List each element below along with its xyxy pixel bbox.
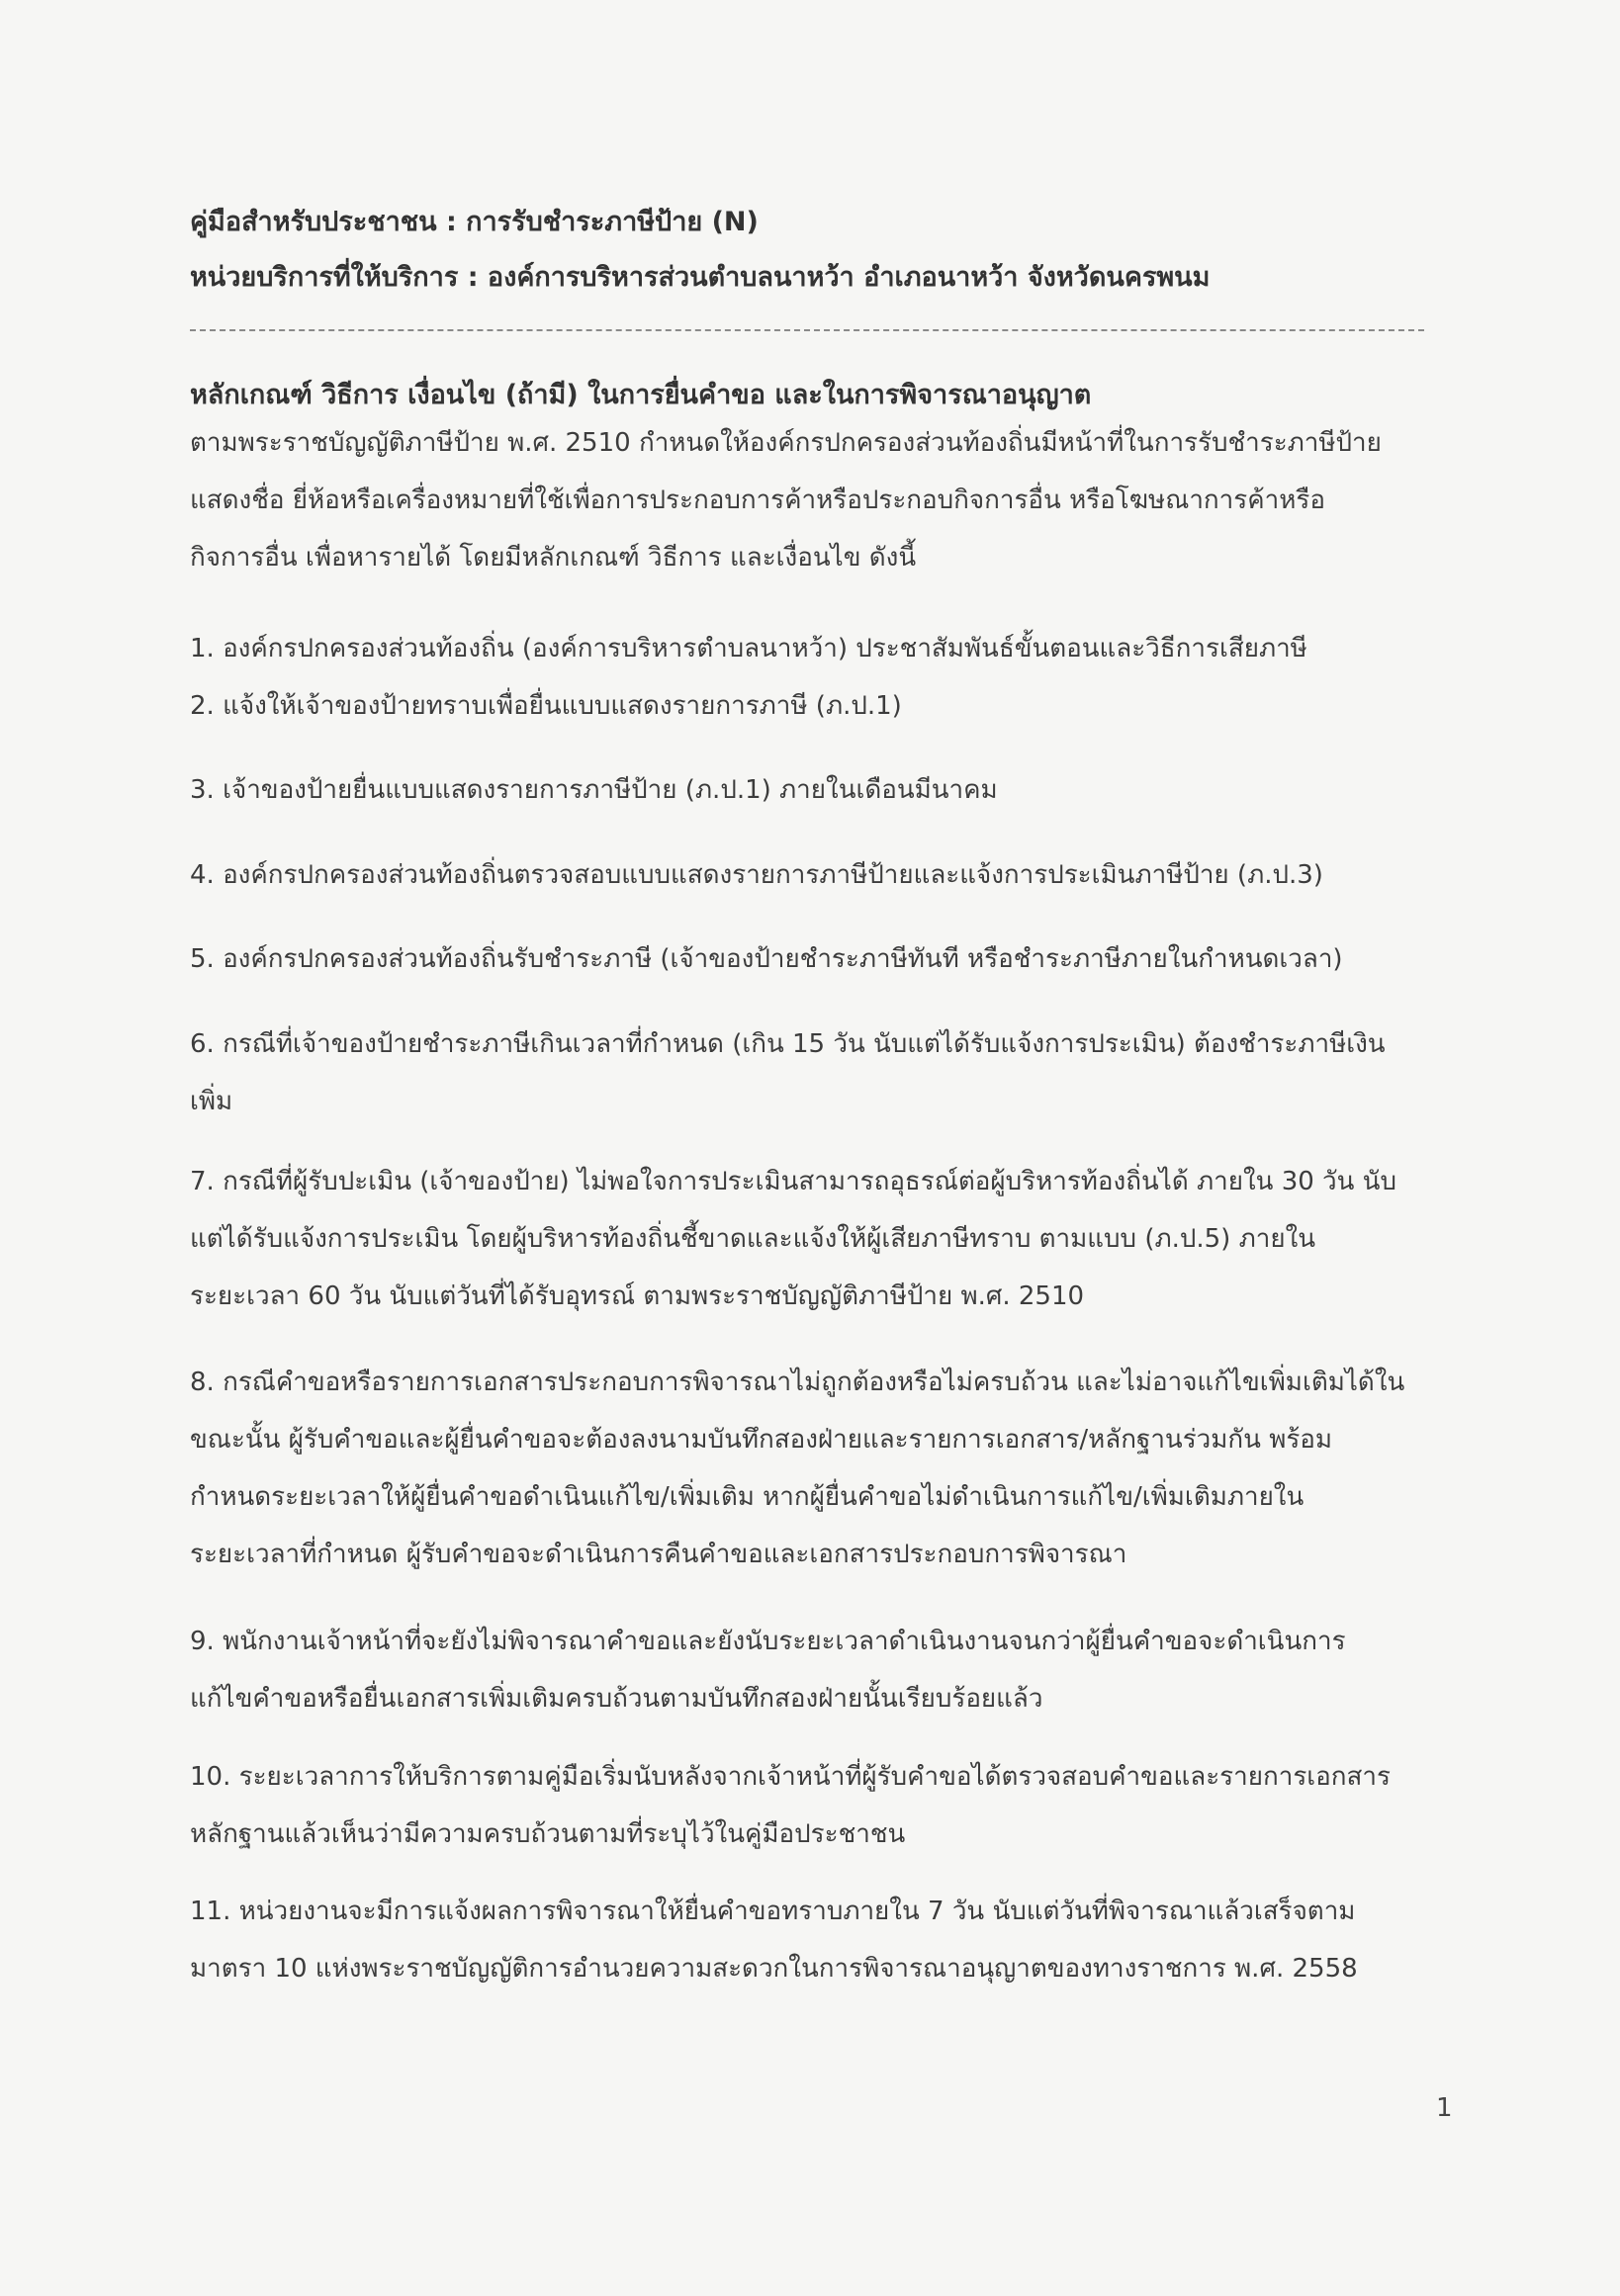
list-item-line: 5. องค์กรปกครองส่วนท้องถิ่นรับชำระภาษี (เจ้าของป้ายชำระภาษีทันที หรือชำระภาษีภายในกำหนดเวลา): [190, 944, 1343, 974]
list-item-9: [190, 1613, 1466, 1727]
list-item-line: แก้ไขคำขอหรือยื่นเอกสารเพิ่มเติมครบถ้วนตามบันทึกสองฝ่ายนั้นเรียบร้อยแล้ว: [190, 1684, 1043, 1714]
list-item-line: 9. พนักงานเจ้าหน้าที่จะยังไม่พิจารณาคำขอและยังนับระยะเวลาดำเนินงานจนกว่าผู้ยื่นคำขอจะดำเนินการ: [190, 1627, 1346, 1656]
dashed-divider: [190, 329, 1424, 331]
list-item-7: [190, 1153, 1466, 1325]
intro-line: กิจการอื่น เพื่อหารายได้ โดยมีหลักเกณฑ์ วิธีการ และเงื่อนไข ดังนี้: [190, 543, 917, 573]
document-title: คู่มือสำหรับประชาชน : การรับชำระภาษีป้าย (N): [190, 207, 759, 237]
list-item-line: ระยะเวลา 60 วัน นับแต่วันที่ได้รับอุทรณ์ ตามพระราชบัญญัติภาษีป้าย พ.ศ. 2510: [190, 1281, 1085, 1311]
list-item-line: 6. กรณีที่เจ้าของป้ายชำระภาษีเกินเวลาที่กำหนด (เกิน 15 วัน นับแต่ได้รับแจ้งการประเมิน) ต้องชำระภาษีเงิน: [190, 1029, 1386, 1059]
intro-line: แสดงชื่อ ยี่ห้อหรือเครื่องหมายที่ใช้เพื่อการประกอบการค้าหรือประกอบกิจการอื่น หรือโฆษณาการค้าหรือ: [190, 486, 1325, 515]
list-item-line: แต่ได้รับแจ้งการประเมิน โดยผู้บริหารท้องถิ่นชี้ขาดและแจ้งให้ผู้เสียภาษีทราบ ตามแบบ (ภ.ป.5) ภายใน: [190, 1224, 1316, 1254]
list-item-line: 10. ระยะเวลาการให้บริการตามคู่มือเริ่มนับหลังจากเจ้าหน้าที่ผู้รับคำขอได้ตรวจสอบคำขอและรายการเอกสาร: [190, 1762, 1391, 1792]
list-item-3: [190, 761, 1466, 819]
list-item-line: 4. องค์กรปกครองส่วนท้องถิ่นตรวจสอบแบบแสดงรายการภาษีป้ายและแจ้งการประเมินภาษีป้าย (ภ.ป.3): [190, 860, 1323, 890]
list-item-line: 7. กรณีที่ผู้รับปะเมิน (เจ้าของป้าย) ไม่พอใจการประเมินสามารถอุธรณ์ต่อผู้บริหารท้องถิ่นได้ ภายใน 30 วัน นับ: [190, 1167, 1396, 1196]
list-item-line: มาตรา 10 แห่งพระราชบัญญัติการอำนวยความสะดวกในการพิจารณาอนุญาตของทางราชการ พ.ศ. 2558: [190, 1954, 1358, 1984]
list-item-10: [190, 1748, 1466, 1863]
list-item-line: หลักฐานแล้วเห็นว่ามีความครบถ้วนตามที่ระบุไว้ในคู่มือประชาชน: [190, 1819, 906, 1849]
list-item-line: ขณะนั้น ผู้รับคำขอและผู้ยื่นคำขอจะต้องลงนามบันทึกสองฝ่ายและรายการเอกสาร/หลักฐานร่วมกัน พร้อม: [190, 1425, 1333, 1455]
list-item-6: [190, 1016, 1466, 1130]
list-item-line: 3. เจ้าของป้ายยื่นแบบแสดงรายการภาษีป้าย (ภ.ป.1) ภายในเดือนมีนาคม: [190, 775, 998, 805]
list-item-8: [190, 1354, 1466, 1583]
list-item-line: 2. แจ้งให้เจ้าของป้ายทราบเพื่อยื่นแบบแสดงรายการภาษี (ภ.ป.1): [190, 691, 902, 721]
section-heading: หลักเกณฑ์ วิธีการ เงื่อนไข (ถ้ามี) ในการยื่นคำขอ และในการพิจารณาอนุญาต: [190, 380, 1092, 410]
list-item-line: 1. องค์กรปกครองส่วนท้องถิ่น (องค์การบริหารตำบลนาหว้า) ประชาสัมพันธ์ขั้นตอนและวิธีการเสียภาษี: [190, 634, 1307, 663]
service-agency: หน่วยบริการที่ให้บริการ : องค์การบริหารส่วนตำบลนาหว้า อำเภอนาหว้า จังหวัดนครพนม: [190, 262, 1211, 293]
list-item-11: [190, 1883, 1466, 1997]
list-item-line: 8. กรณีคำขอหรือรายการเอกสารประกอบการพิจารณาไม่ถูกต้องหรือไม่ครบถ้วน และไม่อาจแก้ไขเพิ่มเติมได้ใน: [190, 1368, 1405, 1397]
list-item-4: [190, 846, 1466, 904]
intro-paragraph: [190, 414, 1466, 586]
list-item-5: [190, 930, 1466, 988]
list-item-2: [190, 677, 1466, 735]
list-item-line: เพิ่ม: [190, 1087, 233, 1116]
list-item-line: 11. หน่วยงานจะมีการแจ้งผลการพิจารณาให้ยื่นคำขอทราบภายใน 7 วัน นับแต่วันที่พิจารณาแล้วเสร็จตาม: [190, 1897, 1356, 1926]
page-number: 1: [1436, 2093, 1453, 2123]
list-item-line: ระยะเวลาที่กำหนด ผู้รับคำขอจะดำเนินการคืนคำขอและเอกสารประกอบการพิจารณา: [190, 1540, 1127, 1569]
list-item-line: กำหนดระยะเวลาให้ผู้ยื่นคำขอดำเนินแก้ไข/เพิ่มเติม หากผู้ยื่นคำขอไม่ดำเนินการแก้ไข/เพิ่มเติมภายใน: [190, 1482, 1305, 1512]
intro-line: ตามพระราชบัญญัติภาษีป้าย พ.ศ. 2510 กำหนดให้องค์กรปกครองส่วนท้องถิ่นมีหน้าที่ในการรับชำระภาษีป้าย: [190, 428, 1382, 458]
list-item-1: [190, 620, 1466, 677]
